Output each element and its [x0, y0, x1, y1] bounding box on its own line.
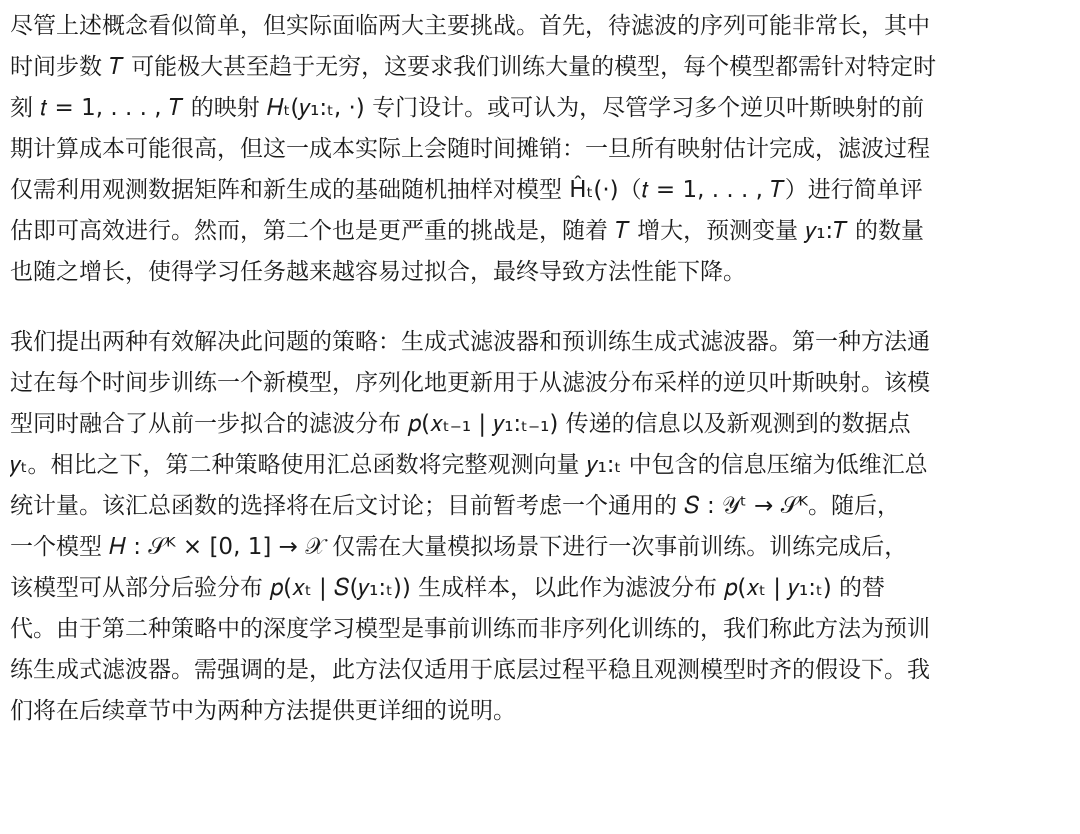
text-line: 刻 𝑡 = 1, . . . , 𝑇 的映射 𝐻ₜ(𝑦₁:ₜ, ·) 专门设计。或可认为，尽管学习多个逆贝叶斯映射的前	[10, 95, 925, 121]
text-line: 们将在后续章节中为两种方法提供更详细的说明。	[10, 698, 516, 724]
text-line: 尽管上述概念看似简单，但实际面临两大主要挑战。首先，待滤波的序列可能非常长，其中	[10, 13, 930, 39]
paragraph-challenges	[10, 6, 1072, 293]
document-body	[10, 6, 1072, 732]
text-line: 也随之增长，使得学习任务越来越容易过拟合，最终导致方法性能下降。	[10, 259, 746, 285]
text-line: 该模型可从部分后验分布 𝑝(𝑥ₜ | 𝑆(𝑦₁:ₜ)) 生成样本，以此作为滤波分布 𝑝(𝑥ₜ | 𝑦₁:ₜ) 的替	[10, 575, 886, 601]
paragraph-strategies	[10, 322, 1072, 732]
text-line: 𝑦ₜ。相比之下，第二种策略使用汇总函数将完整观测向量 𝑦₁:ₜ 中包含的信息压缩为低维汇总	[10, 452, 928, 478]
paragraph-spacer	[10, 293, 1072, 322]
text-line: 练生成式滤波器。需强调的是，此方法仅适用于底层过程平稳且观测模型时齐的假设下。我	[10, 657, 930, 683]
text-line: 时间步数 𝑇 可能极大甚至趋于无穷，这要求我们训练大量的模型，每个模型都需针对特定时	[10, 54, 937, 80]
text-line: 我们提出两种有效解决此问题的策略：生成式滤波器和预训练生成式滤波器。第一种方法通	[10, 329, 930, 355]
text-line: 型同时融合了从前一步拟合的滤波分布 𝑝(𝑥ₜ₋₁ | 𝑦₁:ₜ₋₁) 传递的信息以及新观测到的数据点	[10, 411, 911, 437]
text-line: 过在每个时间步训练一个新模型，序列化地更新用于从滤波分布采样的逆贝叶斯映射。该模	[10, 370, 930, 396]
text-line: 代。由于第二种策略中的深度学习模型是事前训练而非序列化训练的，我们称此方法为预训	[10, 616, 930, 642]
text-line: 统计量。该汇总函数的选择将在后文讨论；目前暂考虑一个通用的 𝑆 : 𝒴ᵗ → 𝒮ᴷ。随后，	[10, 493, 901, 519]
text-line: 估即可高效进行。然而，第二个也是更严重的挑战是，随着 𝑇 增大，预测变量 𝑦₁:𝑇 的数量	[10, 218, 925, 244]
text-line: 一个模型 𝐻 : 𝒮ᴷ × [0, 1] → 𝒳 仅需在大量模拟场景下进行一次事前训练。训练完成后，	[10, 534, 908, 560]
text-line: 期计算成本可能很高，但这一成本实际上会随时间摊销：一旦所有映射估计完成，滤波过程	[10, 136, 930, 162]
text-line: 仅需利用观测数据矩阵和新生成的基础随机抽样对模型 Ĥₜ(·)（𝑡 = 1, . . . , 𝑇）进行简单评	[10, 177, 923, 203]
